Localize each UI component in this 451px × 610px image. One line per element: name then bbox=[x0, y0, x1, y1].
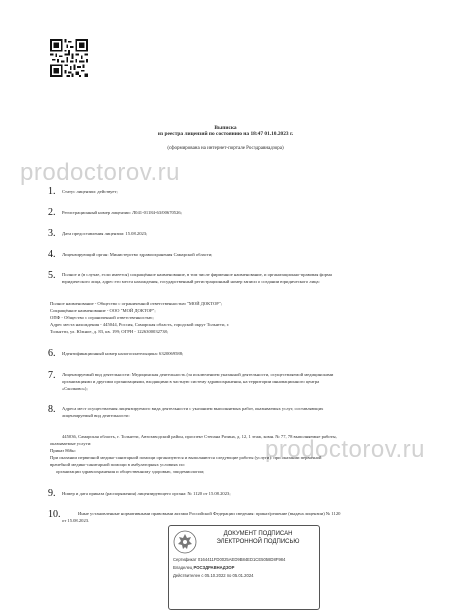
address-line: 445036, Самарская область, г. Тольятти, Автозаводский район, проспект Степана Разина, д. 12, 1 этаж, комн. № 77, 78 выполняемые работы, bbox=[62, 434, 337, 439]
stamp-certificate: Сертификат 0164411FD0025AED9B84ED1CE5058D8F984 bbox=[173, 557, 286, 562]
entity-line: Сокращённое наименование - ООО "МОЙ ДОКТОР"; bbox=[50, 308, 156, 313]
address-line: При оказании первичной медико-санитарной помощи организуются и выполняются следующие работы (услуги): при оказании первичной bbox=[50, 455, 322, 460]
address-line: оказываемые услуги: bbox=[50, 441, 92, 446]
stamp-heading-1: ДОКУМЕНТ ПОДПИСАН bbox=[223, 531, 293, 537]
item-text: Номер и дата приказа (распоряжения) лицензирующего органа: № 1120 от 15.08.2023; bbox=[62, 491, 231, 496]
item-number: 8. bbox=[48, 404, 56, 415]
item-text-line: Полное и (в случае, если имеется) сокращённое наименование, в том числе фирменное наименование, и организационно-правовая форма bbox=[62, 272, 332, 277]
entity-line: Тольятти, ул. Южное, д. 83, кв. 199; ОГРН - 1226300032738; bbox=[50, 329, 169, 334]
stamp-owner-row bbox=[173, 564, 319, 572]
document-title: Выписка bbox=[214, 125, 237, 131]
item-text-line: юридического лица, адрес его места нахождения, государственный регистрационный номер записи о создании юридического лица: bbox=[62, 279, 320, 284]
item-text: Дата предоставления лицензии: 15.08.2023; bbox=[62, 231, 148, 236]
item-number: 7. bbox=[48, 370, 56, 381]
entity-line: Полное наименование - Общество с ограниченной ответственностью "МОЙ ДОКТОР"; bbox=[50, 301, 222, 306]
item-text: Лицензирующий орган: Министерство здравоохранения Самарской области; bbox=[62, 252, 213, 257]
item-number: 9. bbox=[48, 488, 56, 499]
item-text: Регистрационный номер лицензии: Л041-01184-63/00670526; bbox=[62, 210, 182, 215]
item-text-line: организациями и другими организациями, входящими в частную систему здравоохранения, на территории инновационного центра bbox=[62, 379, 320, 384]
item-number: 4. bbox=[48, 249, 56, 260]
address-line: Приказ 866н: bbox=[50, 448, 76, 453]
qr-code bbox=[50, 39, 88, 77]
item-text: Статус лицензии: действует; bbox=[62, 189, 118, 194]
item-text: Идентификационный номер налогоплательщика: 6320069588; bbox=[62, 351, 184, 356]
item-number: 2. bbox=[48, 207, 56, 218]
item-number: 5. bbox=[48, 270, 56, 281]
emblem-icon bbox=[173, 530, 197, 554]
item-text-line: Иные установленные нормативными правовыми актами Российской Федерации сведения: приказ/решение (выдача лицензии) № 1120 bbox=[78, 511, 341, 516]
address-line: врачебной медико-санитарной помощи в амбулаторных условиях по: bbox=[50, 462, 186, 467]
item-number: 1. bbox=[48, 186, 56, 197]
signature-stamp bbox=[168, 525, 320, 610]
item-text-line: от 15.08.2023. bbox=[62, 518, 90, 523]
document-note: (сформирована на интернет-портале Росздравнадзора) bbox=[167, 146, 284, 151]
stamp-owner-label: Владелец bbox=[173, 565, 193, 570]
item-text-line: лицензируемый вид деятельности: bbox=[62, 413, 130, 418]
stamp-heading-2: ЭЛЕКТРОННОЙ ПОДПИСЬЮ bbox=[216, 539, 300, 545]
item-text-line: Адреса мест осуществления лицензируемого вида деятельности с указанием выполняемых работ, оказываемых услуг, составляющих bbox=[62, 406, 324, 411]
item-number: 3. bbox=[48, 228, 56, 239]
entity-line: Адрес места нахождения - 445044, Россия, Самарская область, городской округ Тольятти, г. bbox=[50, 322, 230, 327]
item-number: 6. bbox=[48, 348, 56, 359]
stamp-owner: РОСЗДРАВНАДЗОР bbox=[193, 565, 235, 570]
item-text-line: «Сколково»); bbox=[62, 386, 88, 391]
item-number: 10. bbox=[48, 509, 61, 520]
watermark-bottom: prodoctorov.ru bbox=[265, 436, 425, 463]
item-text-line: Лицензируемый вид деятельности: Медицинская деятельность (за исключением указанной деятельности, осуществляемой медицинскими bbox=[62, 372, 334, 377]
watermark-top: prodoctorov.ru bbox=[20, 159, 180, 186]
entity-line: ОПФ - Общество с ограниченной ответственностью; bbox=[50, 315, 154, 320]
address-line: организации здравоохранения и общественному здоровью, эпидемиологии; bbox=[56, 469, 205, 474]
document-subtitle: из реестра лицензий по состоянию на 18:47 01.10.2023 г. bbox=[157, 131, 294, 137]
stamp-validity: Действителен с 05.10.2022 по 05.01.2024 bbox=[173, 573, 254, 578]
